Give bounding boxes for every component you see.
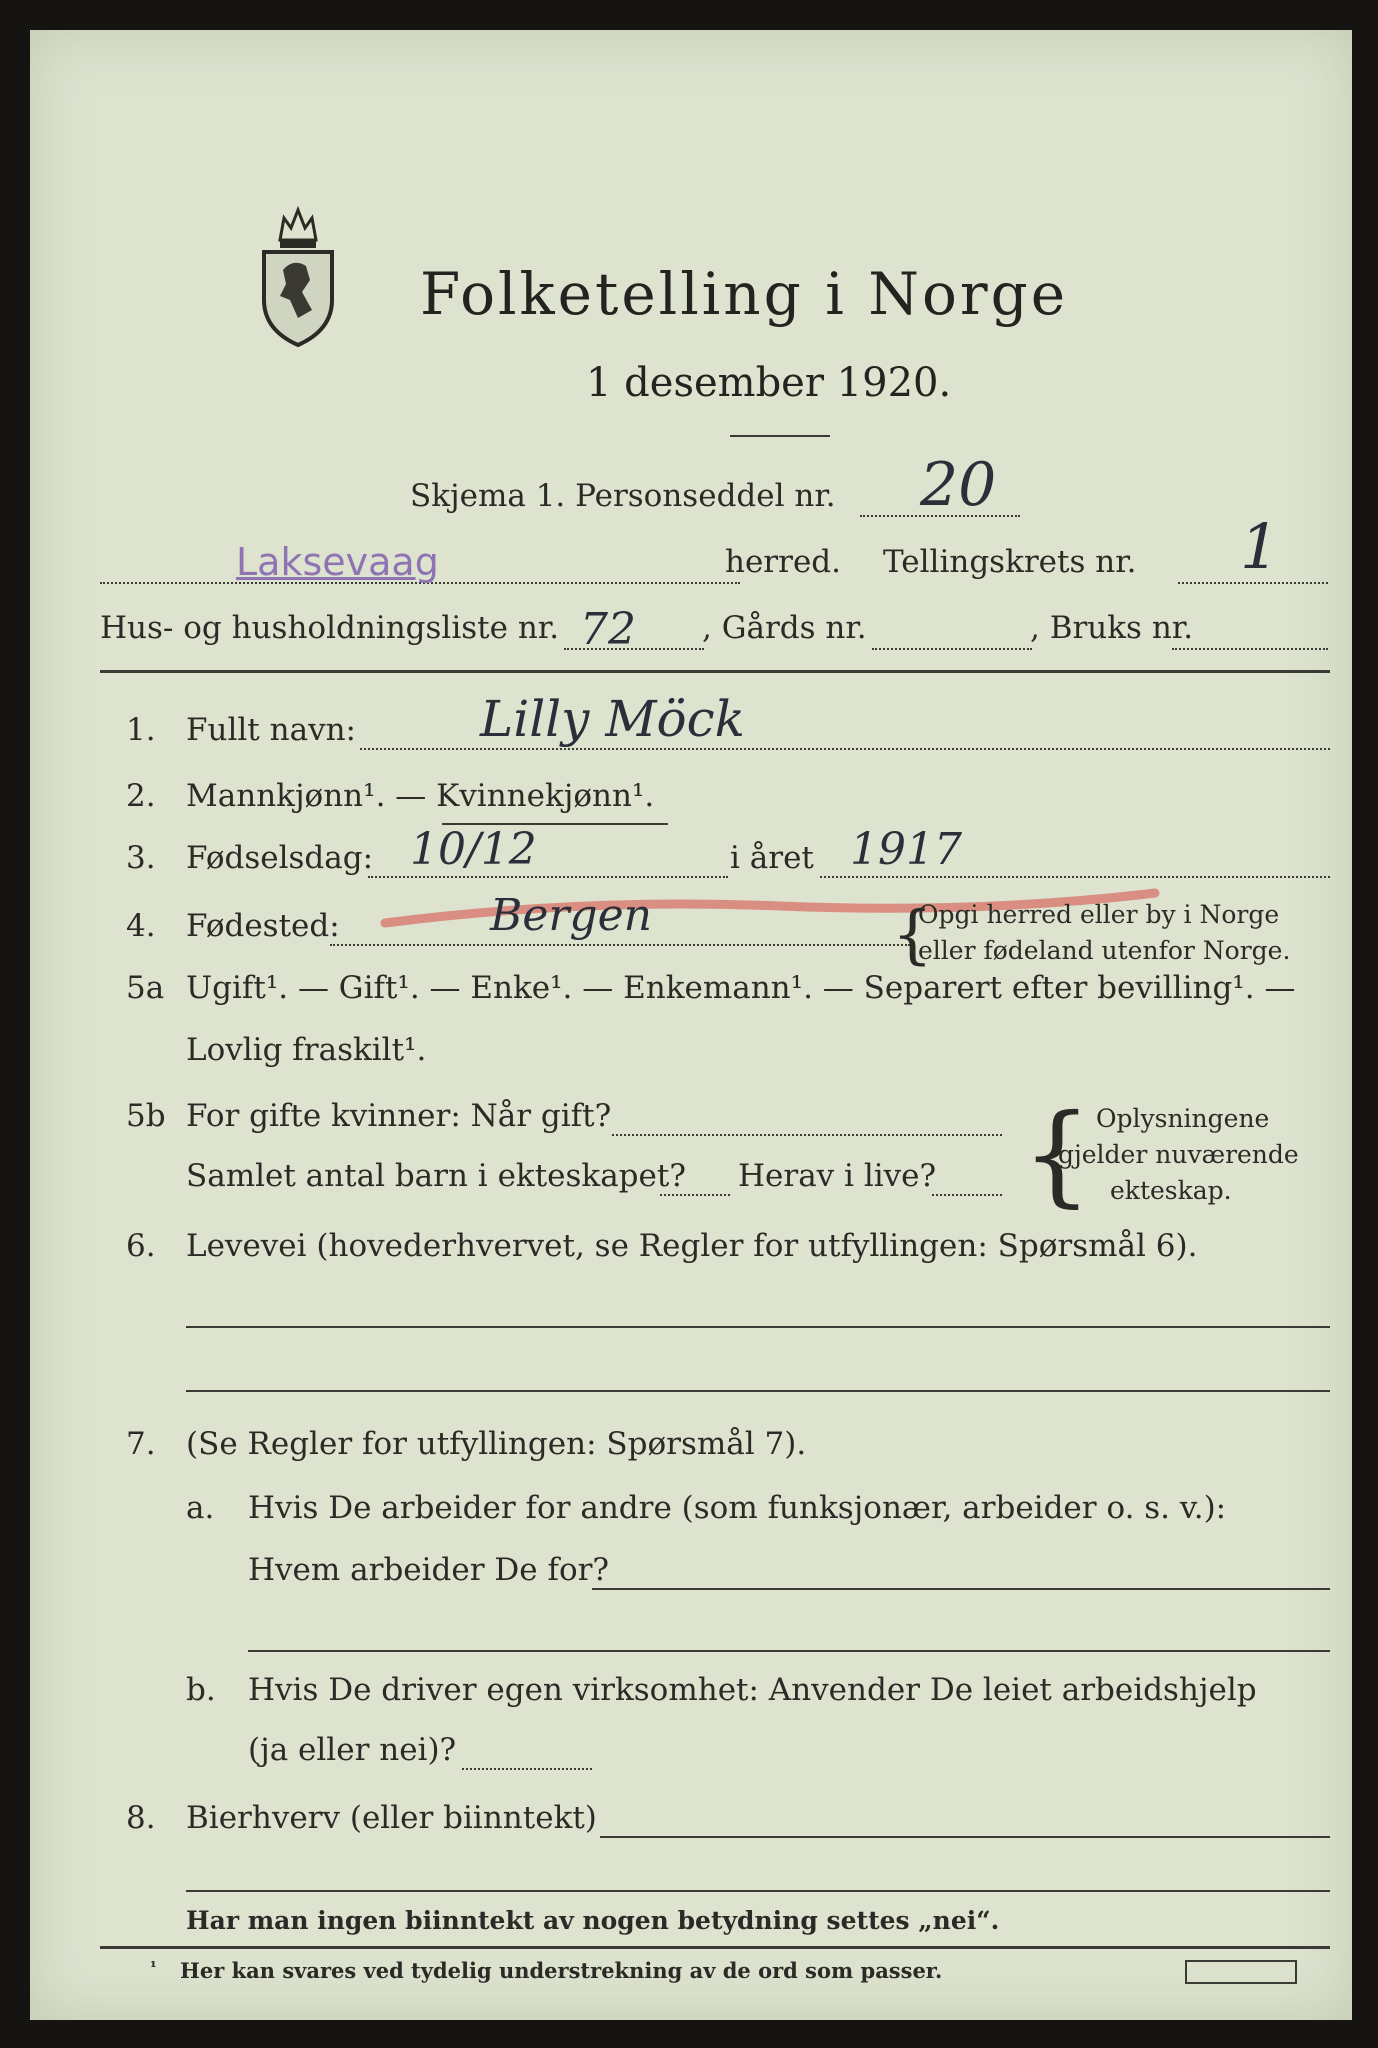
- q7a-line2: Hvem arbeider De for?: [248, 1552, 610, 1588]
- q7a-answer-line-2: [248, 1650, 1330, 1652]
- title-divider: [730, 435, 830, 437]
- q5b-note-brace: {: [1022, 1090, 1092, 1218]
- q6-label: Levevei (hovederhvervet, se Regler for utfyllingen: Spørsmål 6).: [186, 1228, 1198, 1264]
- q3-field-line: [368, 876, 728, 878]
- full-name-value[interactable]: Lilly Möck: [480, 690, 745, 748]
- no-income-note: Har man ingen biinntekt av nogen betydning settes „nei“.: [186, 1906, 1000, 1935]
- tellingskrets-label: Tellingskrets nr.: [883, 544, 1137, 580]
- q2-label: Mannkjønn¹. — Kvinnekjønn¹.: [186, 778, 655, 814]
- q4-number: 4.: [126, 908, 156, 944]
- personseddel-number[interactable]: 20: [920, 450, 997, 520]
- norwegian-coat-of-arms-icon: [258, 200, 338, 350]
- q6-answer-line-1: [186, 1326, 1330, 1328]
- q7b-line2: (ja eller nei)?: [248, 1732, 457, 1768]
- herred-label: herred.: [725, 544, 841, 580]
- q7b-letter: b.: [186, 1672, 216, 1708]
- herred-stamp[interactable]: Laksevaag: [236, 540, 439, 584]
- q3-year-label: i året: [730, 840, 814, 876]
- q8-number: 8.: [126, 1800, 156, 1836]
- q5b-note-line3: ekteskap.: [1110, 1176, 1232, 1205]
- q7a-letter: a.: [186, 1490, 215, 1526]
- q7a-line1: Hvis De arbeider for andre (som funksjonær, arbeider o. s. v.):: [248, 1490, 1227, 1526]
- gards-field-line: [872, 648, 1032, 650]
- gards-label: , Gårds nr.: [702, 610, 867, 646]
- footnote-text: Her kan svares ved tydelig understrekning av de ord som passer.: [180, 1958, 943, 1983]
- q5b-number: 5b: [126, 1098, 166, 1134]
- q6-number: 6.: [126, 1228, 156, 1264]
- q7a-answer-line-1: [592, 1588, 1330, 1590]
- q5b-line1: For gifte kvinner: Når gift?: [186, 1098, 612, 1134]
- schema-label: Skjema 1. Personseddel nr.: [410, 478, 836, 514]
- q5a-line2: Lovlig fraskilt¹.: [186, 1032, 427, 1068]
- footnote-mark: ¹: [150, 1958, 157, 1976]
- birth-year-value[interactable]: 1917: [850, 824, 962, 875]
- footer-rule: [100, 1946, 1330, 1949]
- q7-label: (Se Regler for utfyllingen: Spørsmål 7).: [186, 1426, 807, 1462]
- q1-number: 1.: [126, 712, 156, 748]
- q4-label: Fødested:: [186, 908, 340, 944]
- q5b-line2a: Samlet antal barn i ekteskapet?: [186, 1158, 686, 1194]
- q8-answer-line-2: [186, 1890, 1330, 1892]
- q4-note-line2: eller fødeland utenfor Norge.: [918, 936, 1291, 965]
- hus-label: Hus- og husholdningsliste nr.: [100, 610, 560, 646]
- q5a-line1: Ugift¹. — Gift¹. — Enke¹. — Enkemann¹. — Separert efter bevilling¹. —: [186, 970, 1296, 1006]
- q5b-married-field-line: [612, 1134, 1002, 1136]
- tellingskrets-number[interactable]: 1: [1240, 510, 1280, 583]
- bruks-label: , Bruks nr.: [1030, 610, 1194, 646]
- hus-number[interactable]: 72: [580, 604, 636, 655]
- q7-number: 7.: [126, 1426, 156, 1462]
- printer-mark: [1185, 1960, 1297, 1984]
- birthday-value[interactable]: 10/12: [410, 824, 537, 875]
- q1-label: Fullt navn:: [186, 712, 356, 748]
- q1-field-line: [360, 748, 1330, 750]
- q7b-line1: Hvis De driver egen virksomhet: Anvender De leiet arbeidshjelp: [248, 1672, 1257, 1708]
- q5b-children-field-line: [660, 1194, 730, 1196]
- q7b-field-line: [462, 1768, 592, 1770]
- census-date: 1 desember 1920.: [586, 360, 952, 406]
- q2-number: 2.: [126, 778, 156, 814]
- form-title: Folketelling i Norge: [420, 260, 1069, 328]
- q3-number: 3.: [126, 840, 156, 876]
- q5b-line2b: Herav i live?: [738, 1158, 937, 1194]
- q3-year-field-line: [820, 876, 1330, 878]
- q8-answer-line-1: [600, 1836, 1330, 1838]
- q4-field-line: [330, 944, 910, 946]
- q5b-note-line1: Oplysningene: [1096, 1104, 1270, 1133]
- q4-note-line1: Opgi herred eller by i Norge: [918, 900, 1280, 929]
- bruks-field-line: [1172, 648, 1328, 650]
- q3-label: Fødselsdag:: [186, 840, 374, 876]
- q5b-note-line2: gjelder nuværende: [1058, 1140, 1299, 1169]
- census-form-sheet: [30, 30, 1352, 2020]
- birthplace-value[interactable]: Bergen: [490, 890, 652, 941]
- q5b-alive-field-line: [932, 1194, 1002, 1196]
- q6-answer-line-2: [186, 1390, 1330, 1392]
- q4-note-brace: {: [892, 898, 933, 972]
- header-rule: [100, 670, 1330, 673]
- q8-label: Bierhverv (eller biinntekt): [186, 1800, 597, 1836]
- q5a-number: 5a: [126, 970, 165, 1006]
